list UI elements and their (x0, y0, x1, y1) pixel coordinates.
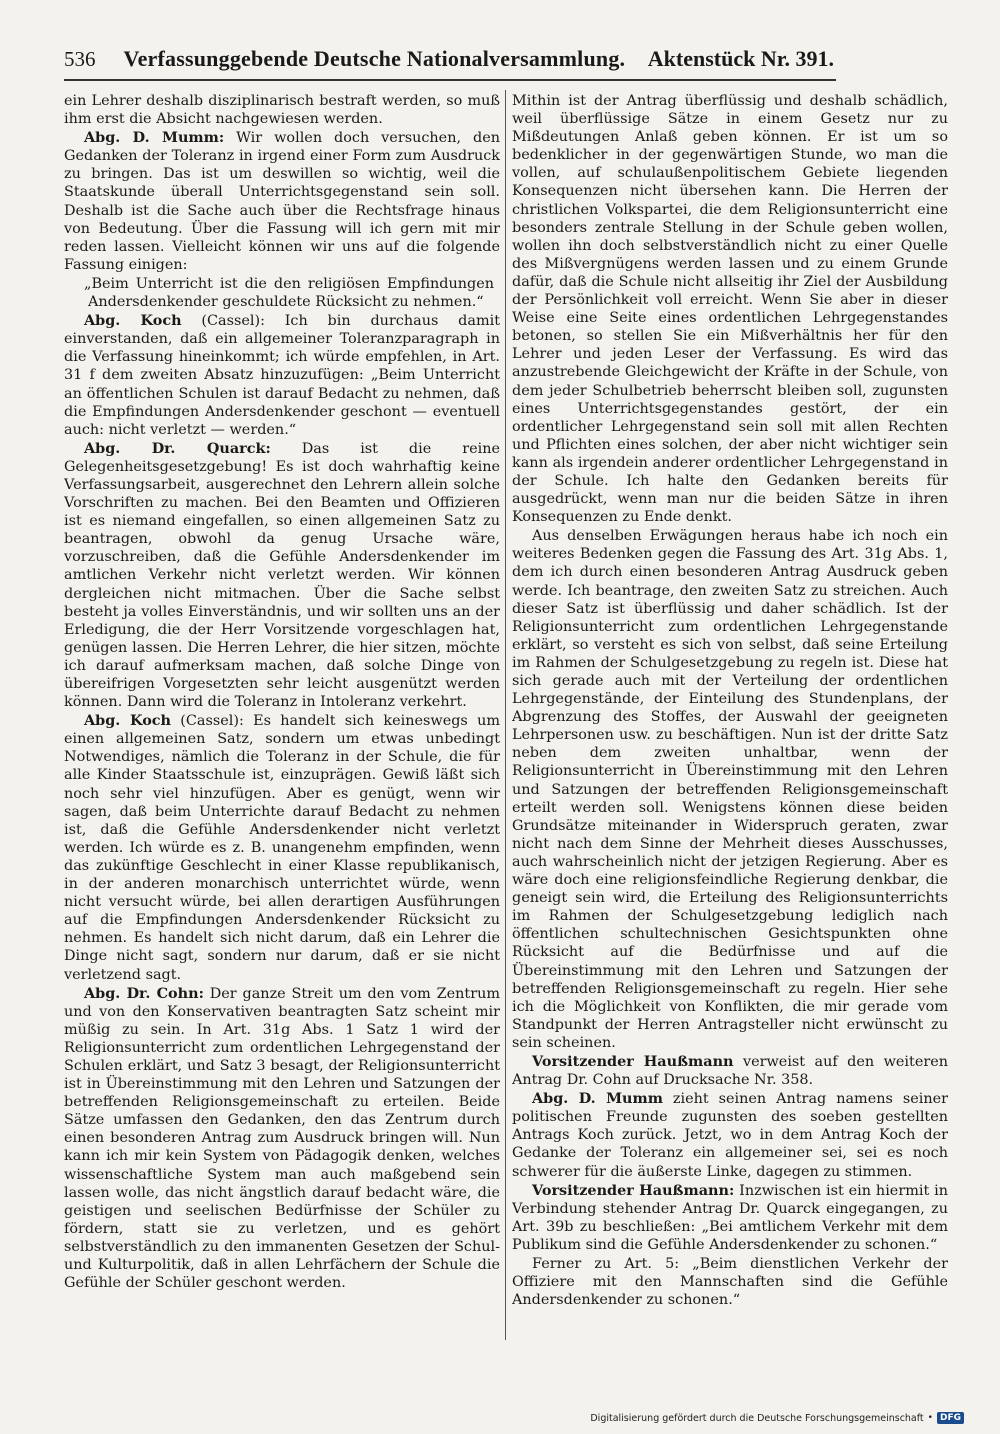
speaker-name: Vorsitzender Haußmann (532, 1052, 734, 1070)
speaker-name: Abg. Koch (84, 712, 172, 730)
page-number: 536 (64, 47, 96, 71)
credit-text: Digitalisierung gefördert durch die Deutsche Forschungsgemeinschaft (590, 1412, 924, 1424)
paragraph: Mithin ist der Antrag überflüssig und deshalb schädlich, weil überflüssige Sätze in einem Gesetz nur zu Mißdeutungen Anlaß geben können. Er ist um so bedenklicher in der gegenwärtigen Stunde, wo man die vollen, auf schulaußenpolitischem Gebiete liegenden Konsequenzen nicht übersehen kann. Die Herren der christlichen Volkspartei, die dem Religionsunterricht eine besonders zentrale Stellung in der Schule geben wollen, wollen ihn doch selbstverständlich nicht zu einer Quelle des Mißvergnügens werden lassen und zu einem Grunde dafür, daß die Schule nicht allseitig ihr Ziel der Ausbildung der Persönlichkeit voll erreicht. Wenn Sie aber in dieser Weise eine Seite eines ordentlichen Lehrgegenstandes betonen, so stellen Sie ein Mißverhältnis her für den Lehrer und jeden Leser der Verfassung. Es wird das anzustrebende Gleichgewicht der Kräfte in der Schule, von dem jeder Schulbetrieb beherrscht bleiben soll, zugunsten eines Unterrichtsgegenstandes gestört, der ein ordentlicher Lehrgegenstand sein soll mit allen Rechten und Pflichten eines solchen, der aber nicht wichtiger sein kann als irgendein anderer ordentlicher Lehrgegenstand in der Schule. Ich halte den Gedanken bereits für ausgedrückt, wenn man nur die beiden Sätze in ihren Konsequenzen zu Ende denkt. (512, 93, 948, 526)
separator-dot: • (927, 1413, 933, 1423)
paragraph: Aus denselben Erwägungen heraus habe ich noch ein weiteres Bedenken gegen die Fassung des Art. 31g Abs. 1, dem ich durch einen besonderen Antrag Ausdruck geben werde. Ich beantrage, den zweiten Satz zu streichen. Auch dieser Satz ist überflüssig und daher schädlich. Ist der Religionsunterricht zum ordentlichen Lehrgegenstande erklärt, so versteht es sich von selbst, daß seine Erteilung im Rahmen der Schulgesetzgebung zu regeln ist. Diese hat sich gerade auch mit der Verteilung der ordentlichen Lehrgegenstände, der Einteilung des Stundenplans, der Abgrenzung des Stoffes, der Auswahl der geeigneten Lehrpersonen usw. zu beschäftigen. Nun ist der dritte Satz neben dem zweiten unhaltbar, wenn der Religionsunterricht in Übereinstimmung mit den Lehren und Satzungen der betreffenden Religionsgemeinschaft erteilt werden soll. Wenigstens können diese beiden Grundsätze miteinander in Widerspruch geraten, zwar nicht nach dem Sinne der Mehrheit dieses Ausschusses, auch wahrscheinlich nicht der jetzigen Regierung. Aber es wäre doch eine religionsfeindliche Regierung denkbar, die geneigt sein wird, die Erteilung des Religionsunterrichts im Rahmen der Schulgesetzgebung lediglich nach öffentlichen schultechnischen Gesichtspunkten ohne Rücksicht auf die Bedürfnisse und auf die Übereinstimmung mit den Lehren und Satzungen der betreffenden Religionsgemeinschaft zu regeln. Hier sehe ich die Möglichkeit von Konflikten, die mir gerade vom Standpunkt der Herren Antragsteller nicht erwünscht zu sein scheinen. (512, 528, 948, 1051)
paragraph: Abg. Dr. Quarck: Das ist die reine Gelegenheitsgesetzgebung! Es ist doch wahrhaftig keine Verfassungsarbeit, ausgerechnet den Lehrern allein solche Vorschriften zu machen. Bei den Beamten und Offizieren ist es niemand eingefallen, so einen allgemeinen Satz zu beantragen, obwohl da genug Ursache wäre, vorzuschreiben, daß die Gefühle Andersdenkender im amtlichen Verkehr nicht verletzt werden. Wir können dergleichen nicht mitmachen. Über die Sache selbst besteht ja volles Einverständnis, und wir sollten uns an der Erledigung, die der Herr Vorsitzende vorgeschlagen hat, genügen lassen. Die Herren Lehrer, die hier sitzen, möchte ich darauf aufmerksam machen, daß solche Dinge von übereifrigen Vorgesetzten sehr leicht ausgenützt werden können. Dann wird die Toleranz in Intoleranz verkehrt. (64, 439, 500, 711)
left-column (64, 92, 500, 1342)
quoted-proposal: „Beim Unterricht ist die den religiösen Empfindungen Andersdenkender geschuldete Rücksicht zu nehmen.“ (84, 275, 494, 311)
paragraph: Vorsitzender Haußmann verweist auf den weiteren Antrag Dr. Cohn auf Drucksache Nr. 358. (512, 1052, 948, 1089)
paragraph: Abg. D. Mumm zieht seinen Antrag namens seiner politischen Freunde zugunsten des soeben gestellten Antrags Koch zurück. Jetzt, wo in dem Antrag Koch der Gedanke der Toleranz ein allgemeiner sei, sei es noch schwerer für die äußerste Linke, dagegen zu stimmen. (512, 1090, 948, 1180)
speaker-name: Abg. D. Mumm: (84, 129, 225, 147)
paragraph: Abg. D. Mumm: Wir wollen doch versuchen, den Gedanken der Toleranz in irgend einer Form zum Ausdruck zu bringen. Das ist um deswillen so wichtig, weil die Staatskunde überall Unterrichtsgegenstand sein soll. Deshalb ist die Sache auch über die Rechtsfrage hinaus von Bedeutung. Über die Fassung will ich gern mit mir reden lassen. Vielleicht können wir uns auf die folgende Fassung einigen: (64, 129, 500, 273)
digitization-credit (590, 1412, 964, 1424)
paragraph: Abg. Koch (Cassel): Es handelt sich keineswegs um einen allgemeinen Satz, sondern um etwas unbedingt Notwendiges, nämlich die Toleranz in der Schule, die für alle Kinder Staatsschule ist, einzuprägen. Gewiß läßt sich noch sehr viel hinzufügen. Aber es genügt, wenn wir sagen, daß beim Unterrichte darauf Bedacht zu nehmen ist, daß die Gefühle Andersdenkender nicht verletzt werden. Ich würde es z. B. unangenehm empfinden, wenn das zukünftige Geschlecht in einer Klasse republikanisch, in der anderen monarchisch unterrichtet würde, wenn nicht versucht würde, bei allen derartigen Ausführungen auf die Empfindungen Andersdenkender Rücksicht zu nehmen. Es handelt sich nicht darum, daß ein Lehrer die Dinge nicht sagt, sondern nur darum, daß er sie nicht verletzend sagt. (64, 712, 500, 983)
right-column (512, 92, 948, 1342)
paragraph: Ferner zu Art. 5: „Beim dienstlichen Verkehr der Offiziere mit den Mannschaften sind die Gefühle Andersdenkender zu schonen.“ (512, 1256, 948, 1309)
header-rule (64, 79, 836, 81)
paragraph: Vorsitzender Haußmann: Inzwischen ist ein hiermit in Verbindung stehender Antrag Dr. Quarck eingegangen, zu Art. 39b zu beschließen: „Bei amtlichem Verkehr mit dem Publikum sind die Gefühle Andersdenkender zu schonen.“ (512, 1181, 948, 1253)
column-divider (505, 90, 506, 1340)
page-title: Verfassunggebende Deutsche Nationalversammlung. (123, 46, 626, 71)
page-header (64, 46, 834, 76)
paragraph: ein Lehrer deshalb disziplinarisch bestraft werden, so muß ihm erst die Absicht nachgewiesen werden. (64, 93, 500, 128)
speaker-name: Abg. Koch (84, 312, 182, 330)
speaker-name: Vorsitzender Haußmann: (532, 1181, 735, 1199)
speaker-name: Abg. D. Mumm (532, 1090, 663, 1108)
speaker-name: Abg. Dr. Quarck: (84, 439, 271, 457)
dfg-logo: DFG (937, 1412, 964, 1424)
paragraph: Abg. Dr. Cohn: Der ganze Streit um den vom Zentrum und von den Konservativen beantragten Satz scheint mir müßig zu sein. In Art. 31g Abs. 1 Satz 1 wird der Religionsunterricht zum ordentlichen Lehrgegenstand der Schulen erklärt, und Satz 3 besagt, der Religionsunterricht ist in Übereinstimmung mit den Lehren und Satzungen der betreffenden Religionsgemeinschaft zu erteilen. Beide Sätze umfassen den Gedanken, den das Zentrum durch einen besonderen Antrag zum Ausdruck bringen will. Nun kann ich mir kein System von Pädagogik denken, welches wissenschaftliche System man auch maßgebend sein lassen wolle, das nicht ängstlich darauf bedacht wäre, die geistigen und seelischen Bedürfnisse der Schüler zu fördern, statt sie zu verletzen, und es gehört selbstverständlich zu den immanenten Gesetzen der Schul- und Kulturpolitik, daß in allen Lehrfächern der Schule die Gefühle der Schüler geschont werden. (64, 984, 500, 1292)
paragraph: Abg. Koch (Cassel): Ich bin durchaus damit einverstanden, daß ein allgemeiner Toleranzparagraph in die Verfassung hineinkommt; ich würde empfehlen, in Art. 31 f dem zweiten Absatz hinzuzufügen: „Beim Unterricht an öffentlichen Schulen ist darauf Bedacht zu nehmen, daß die Empfindungen Andersdenkender geschont — eventuell auch: nicht verletzt — werden.“ (64, 312, 500, 438)
document-reference: Aktenstück Nr. 391. (647, 46, 834, 71)
speaker-name: Abg. Dr. Cohn: (84, 984, 204, 1002)
